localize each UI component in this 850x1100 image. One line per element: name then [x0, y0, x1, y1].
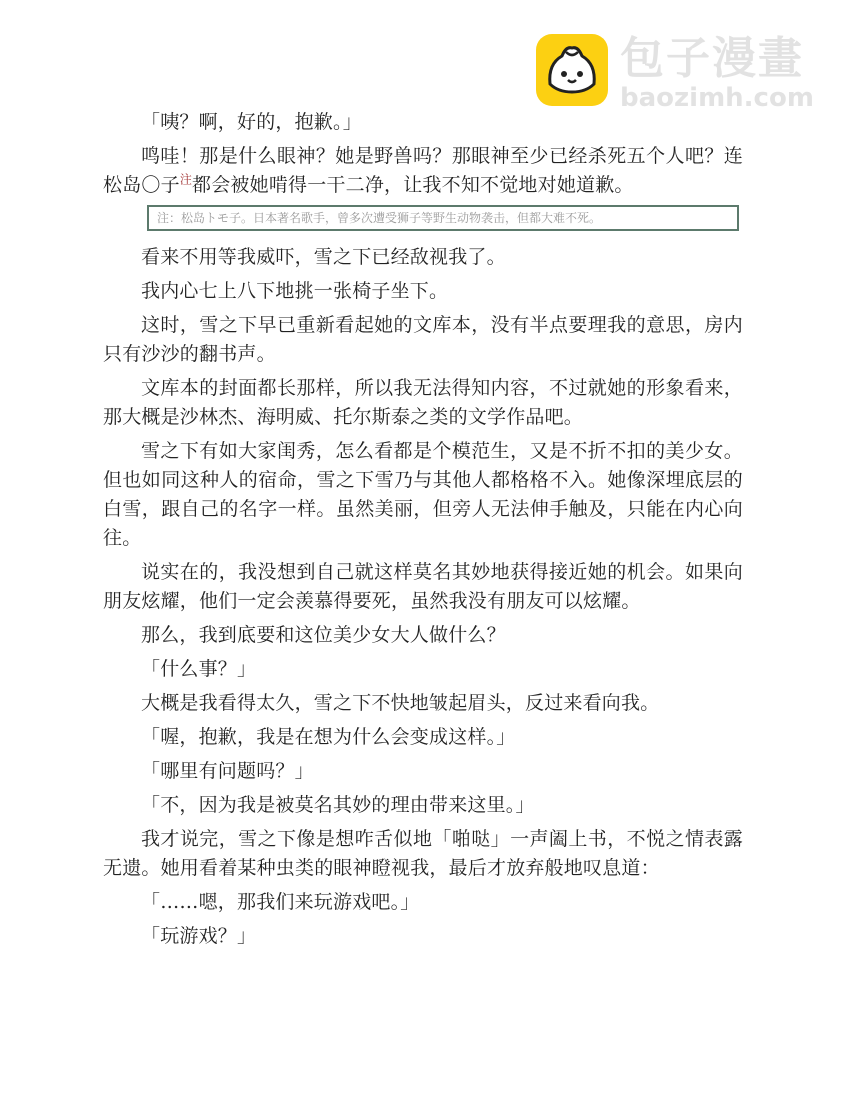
paragraph-11: 大概是我看得太久，雪之下不快地皱起眉头，反过来看向我。 — [141, 692, 660, 714]
paragraph-9: 那么，我到底要和这位美少女大人做什么？ — [141, 624, 506, 646]
paragraph-1: 「咦？啊，好的，抱歉。」 — [141, 111, 362, 133]
watermark-logo — [536, 34, 826, 114]
paragraph-16: 「……嗯，那我们来玩游戏吧。」 — [141, 891, 420, 913]
bun-mascot-icon — [536, 34, 608, 106]
novel-page — [103, 108, 743, 956]
paragraph-2 — [103, 142, 743, 200]
paragraph-15: 我才说完，雪之下像是想咋舌似地「啪哒」一声阖上书，不悦之情表露无遗。她用看着某种虫类的眼神瞪视我，最后才放弃般地叹息道： — [103, 828, 743, 879]
paragraph-6: 文库本的封面都长那样，所以我无法得知内容，不过就她的形象看来，那大概是沙林杰、海明威、托尔斯泰之类的文学作品吧。 — [103, 377, 743, 428]
paragraph-5: 这时，雪之下早已重新看起她的文库本，没有半点要理我的意思，房内只有沙沙的翻书声。 — [103, 314, 743, 365]
paragraph-17: 「玩游戏？」 — [141, 925, 257, 947]
footnote-marker: 注 — [179, 172, 193, 187]
watermark-name: 包子漫畫 — [620, 33, 804, 84]
paragraph-10: 「什么事？」 — [141, 658, 257, 680]
footnote-box: 注：松岛トモ子。日本著名歌手，曾多次遭受狮子等野生动物袭击，但都大难不死。 — [147, 205, 739, 231]
paragraph-12: 「喔，抱歉，我是在想为什么会变成这样。」 — [141, 726, 516, 748]
paragraph-4: 我内心七上八下地挑一张椅子坐下。 — [141, 280, 449, 302]
paragraph-14: 「不，因为我是被莫名其妙的理由带来这里。」 — [141, 794, 535, 816]
paragraph-7: 雪之下有如大家闺秀，怎么看都是个模范生，又是不折不扣的美少女。但也如同这种人的宿命，雪之下雪乃与其他人都格格不入。她像深埋底层的白雪，跟自己的名字一样。虽然美丽，但旁人无法伸手触及，只能在内心向往。 — [103, 440, 743, 549]
paragraph-3: 看来不用等我威吓，雪之下已经敌视我了。 — [141, 246, 506, 268]
paragraph-13: 「哪里有问题吗？」 — [141, 760, 314, 782]
paragraph-2-head: 鸣哇！那是什么眼神？她是野兽吗？那眼神至少已经杀死五个人吧？连松岛〇子 — [103, 145, 743, 196]
watermark-url: baozimh.com — [620, 83, 814, 113]
paragraph-2-tail: 都会被她啃得一干二净，让我不知不觉地对她道歉。 — [192, 174, 634, 196]
paragraph-8: 说实在的，我没想到自己就这样莫名其妙地获得接近她的机会。如果向朋友炫耀，他们一定会羡慕得要死，虽然我没有朋友可以炫耀。 — [103, 561, 743, 612]
